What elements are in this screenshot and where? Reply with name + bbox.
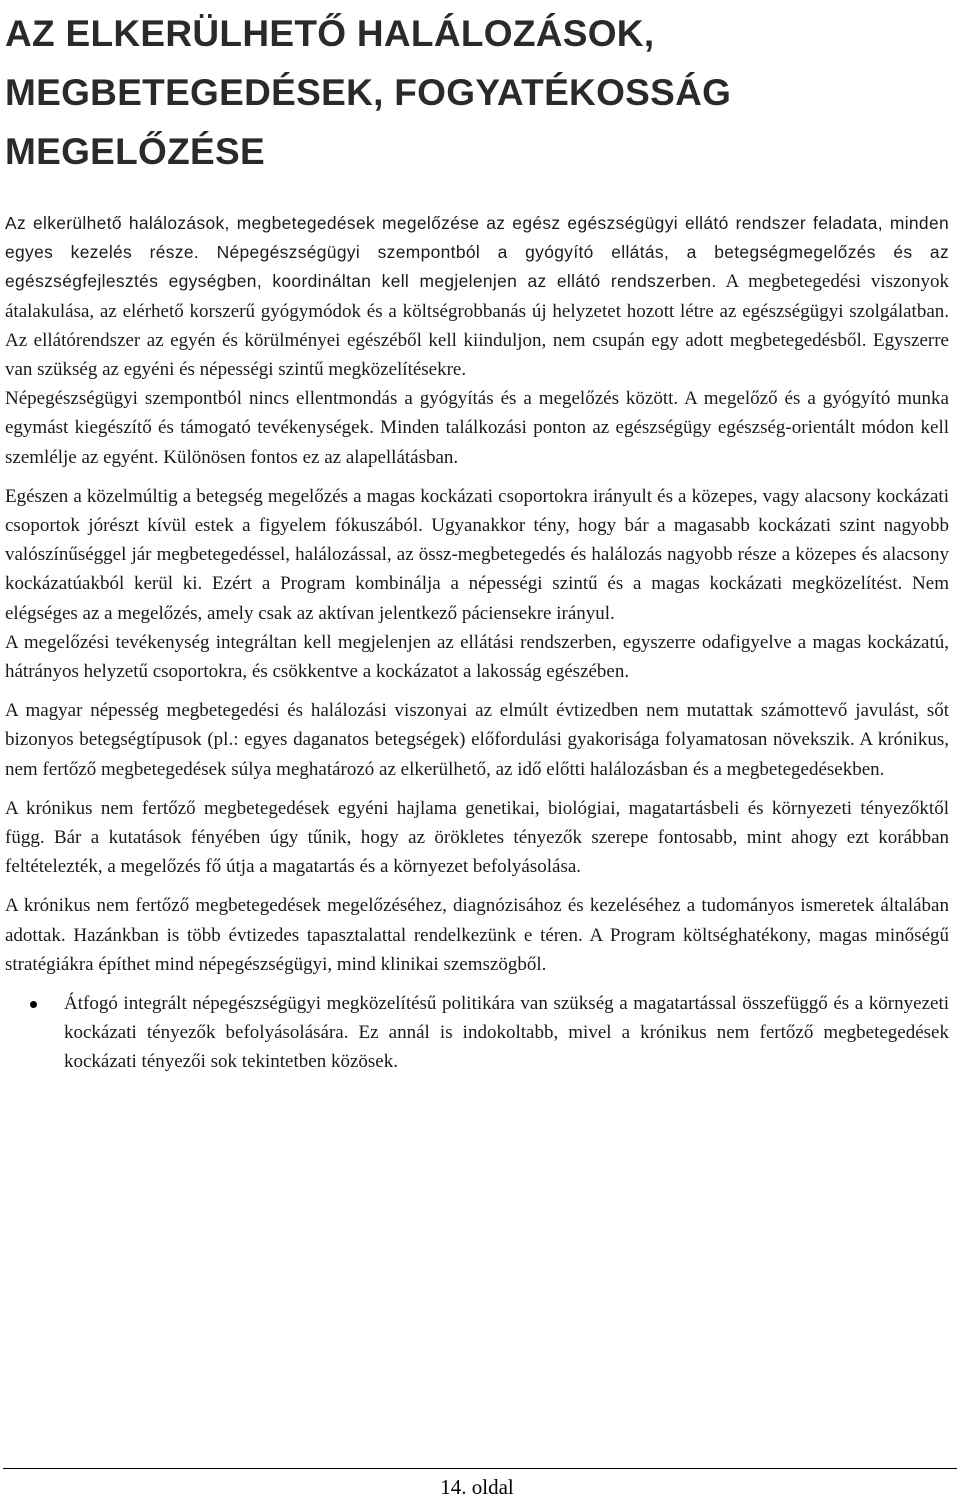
paragraph-integrated-prevention: A megelőzési tevékenység integráltan kell megjelenjen az ellátási rendszerben, egyszerre odafigyelve a magas kockázatú, hátrányos helyzetű csoportokra, és csökkentve a kockázatot a lakosság egészében. (5, 631, 949, 683)
title-line-2: MEGBETEGEDÉSEK, FOGYATÉKOSSÁG (5, 72, 732, 113)
list-item-text: Átfogó integrált népegészségügyi megközelítésű politikára van szükség a magatartással összefüggő és a környezeti kockázati tényezők befolyásolására. Ez annál is indokoltabb, mivel a krónikus nem fertőző megbetegedések kockázati tényezői sok tekintetben közösek. (64, 993, 949, 1073)
paragraph-population-health: A magyar népesség megbetegedési és halálozási viszonyai az elmúlt évtizedben nem mutattak számottevő javulást, sőt bizonyos betegségtípusok (pl.: egyes daganatos betegségek) előfordulási gyakorisága folyamatosan növekszik. A krónikus, nem fertőző megbetegedések súlya meghatározó az elkerülhető, az idő előtti halálozásban és a megbetegedésekben. (5, 700, 949, 780)
list-item (5, 989, 949, 1077)
paragraph-scientific-knowledge: A krónikus nem fertőző megbetegedések megelőzéséhez, diagnózisához és kezeléséhez a tudományos ismeretek általában adottak. Hazánkban is több évtizedes tapasztalattal rendelkezünk e téren. A Program költséghatékony, magas minőségű stratégiákra építhet mind népegészségügyi, mind klinikai szemszögből. (5, 895, 949, 975)
footer-divider (3, 1468, 957, 1469)
paragraph-intro (5, 209, 949, 384)
title-line-1: AZ ELKERÜLHETŐ HALÁLOZÁSOK, (5, 13, 655, 54)
paragraph-prevention-vs-cure: Népegészségügyi szempontból nincs ellentmondás a gyógyítás és a megelőzés között. A megelőző és a gyógyító munka egymást kiegészítő és támogató tevékenységek. Minden találkozási ponton az egészségügy egészség-orientált módon kell szemlélje az egyént. Különösen fontos ez az alapellátásban. (5, 388, 949, 468)
page-title (5, 4, 945, 181)
title-line-3: MEGELŐZÉSE (5, 131, 265, 172)
bullet-list (5, 989, 949, 1077)
paragraph-intro-serif-part: A megbetegedési viszonyok átalakulása, az elérhető korszerű gyógymódok és a költségrobbanás új helyzetet hozott létre az egészségügyi szolgálatban. Az ellátórendszer az egyén és körülményei egészéből kell kiinduljon, nem csupán egy adott megbetegedésből. Egyszerre van szükség az egyéni és népességi szintű megközelítésekre. (5, 271, 949, 381)
paragraph-chronic-disease-factors: A krónikus nem fertőző megbetegedések egyéni hajlama genetikai, biológiai, magatartásbeli és környezeti tényezőktől függ. Bár a kutatások fényében úgy tűnik, hogy az örökletes tényezők szerepe fontosabb, mint ahogy ezt korábban feltételezték, a megelőzés fő útja a magatartás és a környezet befolyásolása. (5, 797, 949, 878)
bullet-dot-icon (30, 1001, 37, 1008)
paragraph-intro-sans-part: Az elkerülhető halálozások, megbetegedések megelőzése az egész egészségügyi ellátó rendszer feladata, minden egyes kezelés része. Népegészségügyi szempontból a gyógyító ellátás, a betegségmegelőzés és az egészségfejlesztés egységben, koordináltan kell megjelenjen az ellátó rendszerben. (5, 213, 949, 292)
body-text (5, 209, 949, 1077)
page-number: 14. oldal (440, 1475, 514, 1499)
paragraph-risk-groups: Egészen a közelmúltig a betegség megelőzés a magas kockázati csoportokra irányult és a közepes, vagy alacsony kockázati csoportok jórészt kívül estek a figyelem fókuszából. Ugyanakkor tény, hogy bár a magasabb kockázati szint nagyobb valószínűséggel jár megbetegedéssel, halálozással, az össz-megbetegedés és halálozás nagyobb része a közepes és alacsony kockázatúakból kerül ki. Ezért a Program kombinálja a népességi szintű és a magas kockázati megközelítést. Nem elégséges az a megelőzés, amely csak az aktívan jelentkező páciensekre irányul. (5, 485, 949, 624)
